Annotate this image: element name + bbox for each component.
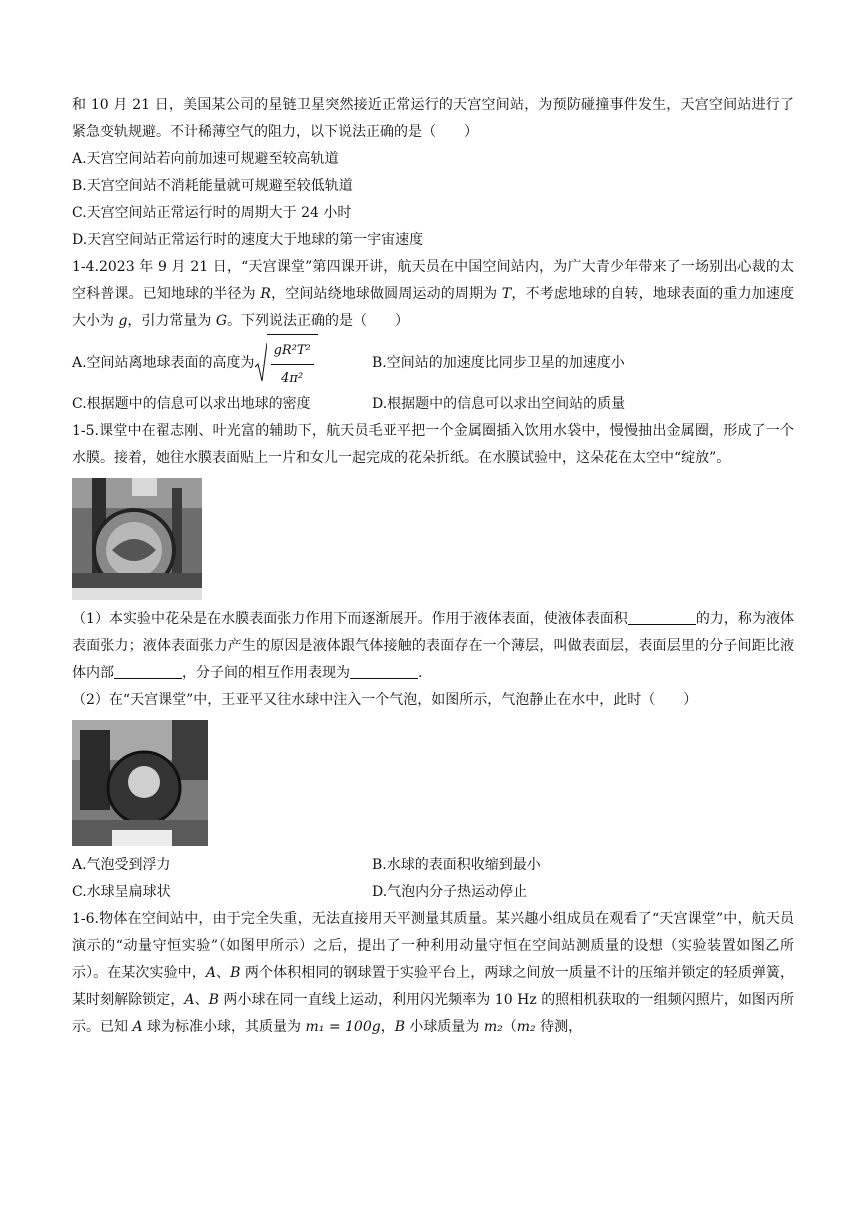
q4-options-row-1 bbox=[72, 335, 794, 391]
document-page bbox=[72, 92, 794, 1041]
blank-1 bbox=[628, 610, 696, 625]
bubble-photo bbox=[72, 720, 794, 846]
q5-2-option-c: C.水球呈扁球状 bbox=[72, 884, 171, 900]
q3-option-b: B.天宫空间站不消耗能量就可规避至较低轨道 bbox=[72, 178, 353, 194]
q4-options-row-2 bbox=[72, 391, 794, 418]
q5-2-option-a: A.气泡受到浮力 bbox=[72, 857, 171, 873]
q3-option-a: A.天宫空间站若向前加速可规避至较高轨道 bbox=[72, 151, 339, 167]
q4-option-b: B.空间站的加速度比同步卫星的加速度小 bbox=[372, 354, 625, 371]
q5-stem: 1-5.课堂中在翟志刚、叶光富的辅助下，航天员毛亚平把一个金属圈插入饮用水袋中，慢慢抽出金属圈，形成了一个水膜。接着，她往水膜表面贴上一片和女儿一起完成的花朵折纸。在水膜试验中，这朵花在太空中“绽放”。 bbox=[72, 423, 794, 466]
q5-2-option-b: B.水球的表面积收缩到最小 bbox=[372, 857, 541, 873]
blank-2 bbox=[114, 664, 182, 679]
q4-stem: 1-4.2023 年 9 月 21 日，“天宫课堂”第四课开讲，航天员在中国空间站内，为广大青少年带来了一场别出心裁的太空科普课。已知地球的半径为 R，空间站绕地球做圆周运动的周期为 T，不考虑地球的自转，地球表面的重力加速度大小为 g，引力常量为 G。下列说法正确的是（ ） bbox=[72, 259, 795, 329]
q5-2-options-row-1 bbox=[72, 852, 794, 879]
q3-intro: 和 10 月 21 日，美国某公司的星链卫星突然接近正常运行的天宫空间站，为预防碰撞事件发生，天宫空间站进行了紧急变轨规避。不计稀薄空气的阻力，以下说法正确的是（ ） bbox=[72, 97, 794, 140]
q5-part-1: （1）本实验中花朵是在水膜表面张力作用下而逐渐展开。作用于液体表面，使液体表面积 的力，称为液体表面张力；液体表面张力产生的原因是液体跟气体接触的表面存在一个薄层，叫做表面层，表面层里的分子间距比液体内部 ，分子间的相互作用表现为 . bbox=[72, 611, 795, 681]
sqrt-expression: $\frac{\text{gR²T²}}{\text{4π²}}$ bbox=[255, 334, 318, 392]
blank-3 bbox=[350, 664, 418, 679]
water-film-photo bbox=[72, 478, 794, 600]
q5-part-2: （2）在“天宫课堂”中，王亚平又往水球中注入一个气泡，如图所示，气泡静止在水中，此时（ ） bbox=[72, 692, 698, 708]
q5-2-options-row-2 bbox=[72, 879, 794, 906]
q3-option-c: C.天宫空间站正常运行时的周期大于 24 小时 bbox=[72, 205, 352, 221]
q4-option-a: A.空间站离地球表面的高度为 $\frac{\text{gR²T²}}{\text{4π²}}$ bbox=[72, 334, 372, 392]
q5-2-option-d: D.气泡内分子热运动停止 bbox=[372, 884, 528, 900]
q4-option-c: C.根据题中的信息可以求出地球的密度 bbox=[72, 396, 311, 412]
q3-option-d: D.天宫空间站正常运行时的速度大于地球的第一宇宙速度 bbox=[72, 232, 424, 248]
q6-stem: 1-6.物体在空间站中，由于完全失重，无法直接用天平测量其质量。某兴趣小组成员在观看了“天宫课堂”中，航天员演示的“动量守恒实验”（如图甲所示）之后，提出了一种利用动量守恒在空间站测质量的设想（实验装置如图乙所示）。在某次实验中，A、B 两个体积相同的钢球置于实验平台上，两球之间放一质量不计的压缩并锁定的轻质弹簧，某时刻解除锁定，A、B 两小球在同一直线上运动，利用闪光频率为 10 Hz 的照相机获取的一组频闪照片，如图丙所示。已知 A 球为标准小球，其质量为 m₁ = 100g，B 小球质量为 m₂（m₂ 待测， bbox=[72, 911, 795, 1035]
q4-option-d: D.根据题中的信息可以求出空间站的质量 bbox=[372, 396, 626, 412]
